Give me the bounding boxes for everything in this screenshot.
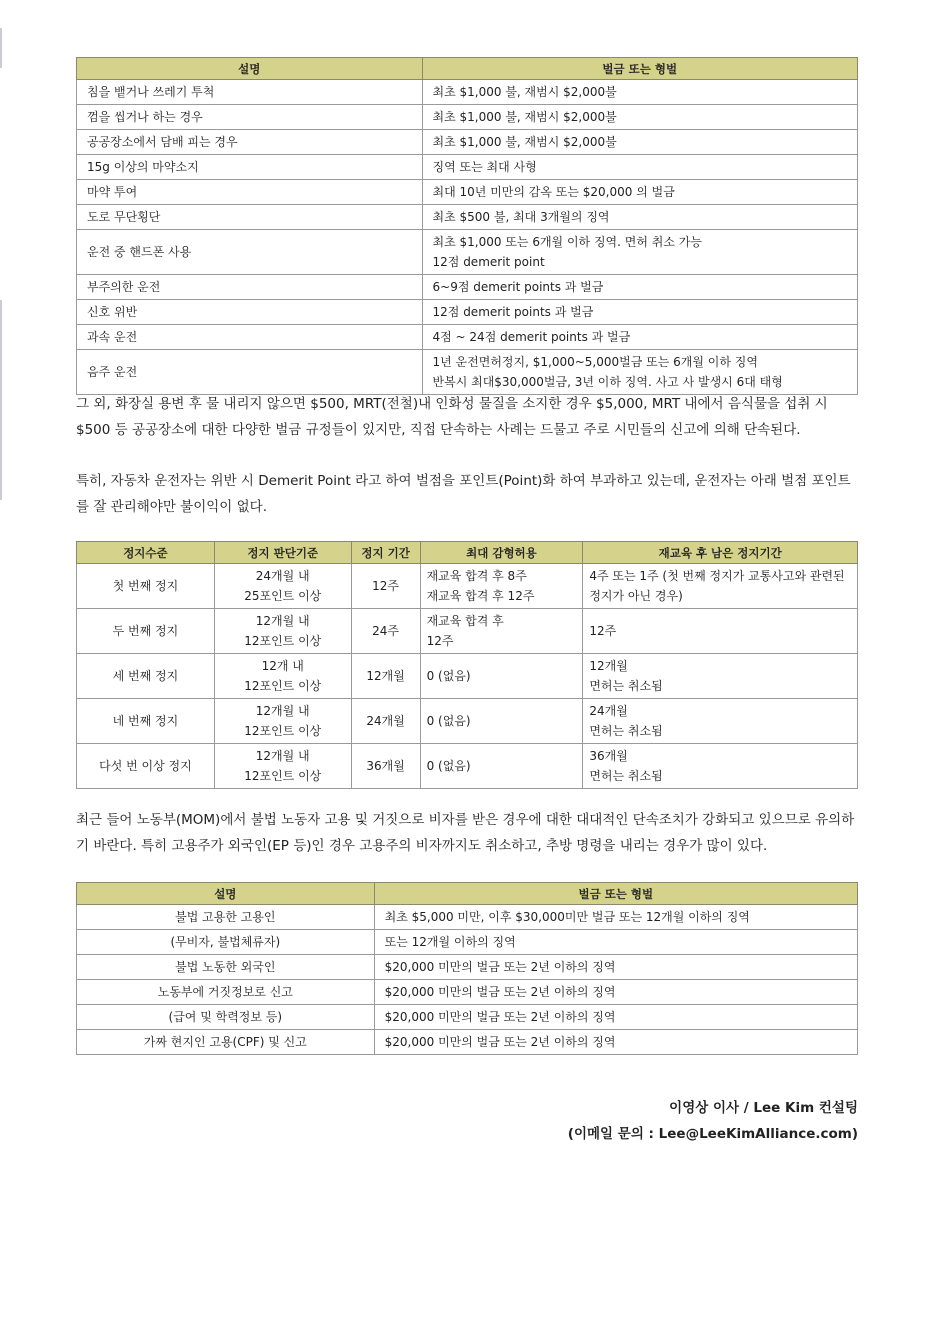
penalty-cell: 최초 $1,000 불, 재범시 $2,000불 (422, 105, 857, 130)
level-cell: 다섯 번 이상 정지 (77, 744, 215, 789)
author-name: 이영상 이사 / Lee Kim 컨설팅 (669, 1100, 858, 1116)
table-row (77, 155, 858, 180)
description-cell: 노동부에 거짓정보로 신고 (77, 980, 375, 1005)
table-row (77, 1030, 858, 1055)
level-cell: 두 번째 정지 (77, 609, 215, 654)
paragraph-demerit-intro: 특히, 자동차 운전자는 위반 시 Demerit Point 라고 하여 벌점을 포인트(Point)화 하여 부과하고 있는데, 운전자는 아래 벌점 포인트를 잘 관리해야만 불이익이 없다. (76, 473, 851, 515)
description-cell: 공공장소에서 담배 피는 경우 (77, 130, 423, 155)
table-row (77, 80, 858, 105)
fines-table (76, 57, 858, 395)
level-cell: 첫 번째 정지 (77, 564, 215, 609)
column-header: 최대 감형허용 (420, 542, 583, 564)
description-cell: 과속 운전 (77, 325, 423, 350)
penalty-cell: $20,000 미만의 벌금 또는 2년 이하의 징역 (374, 1005, 857, 1030)
table-row (77, 955, 858, 980)
description-cell: (무비자, 불법체류자) (77, 930, 375, 955)
table-row (77, 325, 858, 350)
table-header-row (77, 58, 858, 80)
table-row (77, 130, 858, 155)
table-row (77, 609, 858, 654)
penalty-cell: $20,000 미만의 벌금 또는 2년 이하의 징역 (374, 955, 857, 980)
author-email: (이메일 문의 : Lee@LeeKimAlliance.com) (567, 1126, 858, 1142)
table-row (77, 230, 858, 275)
reduction-cell: 재교육 합격 후 12주 (420, 609, 583, 654)
penalty-cell: 최대 10년 미만의 감옥 또는 $20,000 의 벌금 (422, 180, 857, 205)
table-row (77, 300, 858, 325)
table-row (77, 905, 858, 930)
suspension-table (76, 541, 858, 789)
description-cell: 음주 운전 (77, 350, 423, 395)
table-header-row (77, 883, 858, 905)
table-row (77, 564, 858, 609)
remaining-cell: 24개월 면허는 취소됨 (583, 699, 858, 744)
description-cell: 불법 노동한 외국인 (77, 955, 375, 980)
period-cell: 24개월 (351, 699, 420, 744)
labor-penalty-table (76, 882, 858, 1055)
column-header: 정지수준 (77, 542, 215, 564)
level-cell: 네 번째 정지 (77, 699, 215, 744)
table-row (77, 744, 858, 789)
penalty-cell: 최초 $1,000 또는 6개월 이하 징역. 면허 취소 가능 12점 demerit point (422, 230, 857, 275)
remaining-cell: 12주 (583, 609, 858, 654)
column-header: 벌금 또는 형벌 (422, 58, 857, 80)
paragraph-labor-crackdown: 최근 들어 노동부(MOM)에서 불법 노동자 고용 및 거짓으로 비자를 받은 경우에 대한 대대적인 단속조치가 강화되고 있으므로 유의하기 바란다. 특히 고용주가 외국인(EP 등)인 경우 고용주의 비자까지도 취소하고, 추방 명령을 내리는 경우가 많이 있다. (76, 812, 855, 854)
criteria-cell: 12개 내 12포인트 이상 (214, 654, 351, 699)
reduction-cell: 0 (없음) (420, 654, 583, 699)
table-row (77, 205, 858, 230)
penalty-cell: 최초 $500 불, 최대 3개월의 징역 (422, 205, 857, 230)
page-edge-mark (0, 300, 2, 500)
level-cell: 세 번째 정지 (77, 654, 215, 699)
table-row (77, 180, 858, 205)
penalty-cell: 1년 운전면허정지, $1,000~5,000벌금 또는 6개월 이하 징역 반복시 최대$30,000벌금, 3년 이하 징역. 사고 사 발생시 6대 태형 (422, 350, 857, 395)
penalty-cell: 최초 $5,000 미만, 이후 $30,000미만 벌금 또는 12개월 이하의 징역 (374, 905, 857, 930)
table-row (77, 275, 858, 300)
table-row (77, 930, 858, 955)
penalty-cell: 또는 12개월 이하의 징역 (374, 930, 857, 955)
period-cell: 24주 (351, 609, 420, 654)
description-cell: 침을 뱉거나 쓰레기 투척 (77, 80, 423, 105)
description-cell: (급여 및 학력정보 등) (77, 1005, 375, 1030)
remaining-cell: 36개월 면허는 취소됨 (583, 744, 858, 789)
penalty-cell: 6~9점 demerit points 과 벌금 (422, 275, 857, 300)
criteria-cell: 12개월 내 12포인트 이상 (214, 744, 351, 789)
table-row (77, 350, 858, 395)
page-edge-mark (0, 28, 2, 68)
remaining-cell: 4주 또는 1주 (첫 번째 정지가 교통사고와 관련된 정지가 아닌 경우) (583, 564, 858, 609)
criteria-cell: 24개월 내 25포인트 이상 (214, 564, 351, 609)
penalty-cell: $20,000 미만의 벌금 또는 2년 이하의 징역 (374, 980, 857, 1005)
penalty-cell: 4점 ~ 24점 demerit points 과 벌금 (422, 325, 857, 350)
reduction-cell: 0 (없음) (420, 699, 583, 744)
period-cell: 12개월 (351, 654, 420, 699)
description-cell: 운전 중 핸드폰 사용 (77, 230, 423, 275)
remaining-cell: 12개월 면허는 취소됨 (583, 654, 858, 699)
reduction-cell: 0 (없음) (420, 744, 583, 789)
penalty-cell: 최초 $1,000 불, 재범시 $2,000불 (422, 80, 857, 105)
column-header: 설명 (77, 58, 423, 80)
column-header: 벌금 또는 형벌 (374, 883, 857, 905)
table-row (77, 980, 858, 1005)
penalty-cell: $20,000 미만의 벌금 또는 2년 이하의 징역 (374, 1030, 857, 1055)
column-header: 재교육 후 남은 정지기간 (583, 542, 858, 564)
reduction-cell: 재교육 합격 후 8주 재교육 합격 후 12주 (420, 564, 583, 609)
description-cell: 도로 무단횡단 (77, 205, 423, 230)
description-cell: 신호 위반 (77, 300, 423, 325)
criteria-cell: 12개월 내 12포인트 이상 (214, 609, 351, 654)
description-cell: 부주의한 운전 (77, 275, 423, 300)
table-row (77, 105, 858, 130)
description-cell: 불법 고용한 고용인 (77, 905, 375, 930)
table-header-row (77, 542, 858, 564)
description-cell: 껌을 씹거나 하는 경우 (77, 105, 423, 130)
table-row (77, 654, 858, 699)
table-row (77, 699, 858, 744)
column-header: 설명 (77, 883, 375, 905)
description-cell: 마약 투여 (77, 180, 423, 205)
description-cell: 15g 이상의 마약소지 (77, 155, 423, 180)
criteria-cell: 12개월 내 12포인트 이상 (214, 699, 351, 744)
penalty-cell: 최초 $1,000 불, 재범시 $2,000불 (422, 130, 857, 155)
period-cell: 36개월 (351, 744, 420, 789)
table-row (77, 1005, 858, 1030)
penalty-cell: 12점 demerit points 과 벌금 (422, 300, 857, 325)
column-header: 정지 기간 (351, 542, 420, 564)
paragraph-other-fines: 그 외, 화장실 용변 후 물 내리지 않으면 $500, MRT(전철)내 인화성 물질을 소지한 경우 $5,000, MRT 내에서 음식물을 섭취 시 $500 등 공공장소에 대한 다양한 벌금 규정들이 있지만, 직접 단속하는 사례는 드물고 주로 시민들의 신고에 의해 단속된다. (76, 396, 828, 438)
column-header: 정지 판단기준 (214, 542, 351, 564)
penalty-cell: 징역 또는 최대 사형 (422, 155, 857, 180)
description-cell: 가짜 현지인 고용(CPF) 및 신고 (77, 1030, 375, 1055)
period-cell: 12주 (351, 564, 420, 609)
